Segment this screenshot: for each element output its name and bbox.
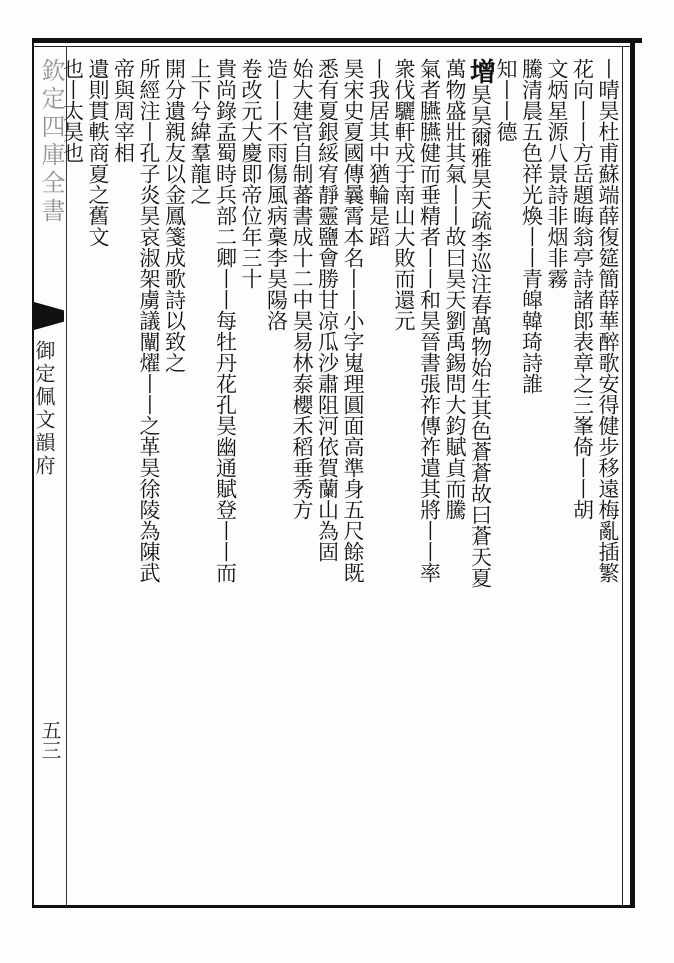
page-number: 五三 bbox=[38, 720, 62, 760]
column-text: 知丨丨德 bbox=[494, 58, 518, 142]
column-text: 丨晴昊杜甫蘇端薛復筵簡薛華醉歌安得健步移遠梅亂插繁 bbox=[596, 58, 620, 583]
text-column bbox=[465, 58, 496, 588]
column-text: 開分遺親友以金鳳箋成歌詩以致之 bbox=[162, 58, 187, 373]
frame-border-right-inner bbox=[622, 46, 623, 908]
column-text: 昊昊爾雅昊天疏李巡注春萬物始生其色蒼蒼故曰蒼天夏 bbox=[468, 84, 493, 588]
bleed-through-text: 欽定四庫全書 bbox=[37, 58, 65, 226]
text-column bbox=[545, 58, 569, 289]
text-column bbox=[443, 58, 467, 520]
text-column bbox=[494, 58, 518, 142]
text-column bbox=[316, 58, 340, 562]
text-column bbox=[418, 58, 442, 583]
text-column bbox=[265, 58, 289, 331]
column-text: 悉有夏銀綏宥靜靈鹽會勝甘凉瓜沙肅阻河依賀蘭山為固 bbox=[315, 58, 340, 562]
column-text: 文炳星源八景詩非烟非霧 bbox=[545, 58, 569, 289]
text-column bbox=[520, 58, 544, 394]
column-text: 萬物盛壯其氣丨丨故曰昊天劉禹錫問大鈞賦貞而騰 bbox=[443, 58, 467, 520]
text-column bbox=[188, 58, 212, 205]
book-title: 御定佩文韻府 bbox=[32, 340, 56, 478]
column-text: 遺則貫軼商夏之舊文 bbox=[86, 58, 110, 247]
column-text: 帝與周宰相 bbox=[111, 58, 136, 163]
text-column bbox=[596, 58, 620, 583]
column-text: 衆伐驪軒戎于南山大敗而還元 bbox=[392, 58, 416, 331]
text-column bbox=[392, 58, 416, 331]
column-text: 始大建官自制蕃書成十二中昊易林泰櫻禾稻垂秀方 bbox=[290, 58, 314, 520]
text-column bbox=[112, 58, 136, 163]
column-text: 騰清晨五色祥光煥丨丨青皡韓琦詩誰 bbox=[519, 58, 544, 394]
text-column bbox=[239, 58, 263, 289]
column-text: 昊宋史夏國傳曩霄本名丨丨小字嵬理圓面高準身五尺餘既 bbox=[341, 58, 365, 583]
column-text: 造丨丨不雨傷風病稾李昊陽洛 bbox=[264, 58, 289, 331]
column-text: 丨我居其中猶輪是蹈 bbox=[366, 58, 391, 247]
text-column bbox=[214, 58, 238, 583]
text-column bbox=[61, 58, 85, 163]
column-text: 卷改元大慶即帝位年三十 bbox=[239, 58, 263, 289]
text-column bbox=[367, 58, 391, 247]
column-text: 所經注丨孔子炎昊哀淑架虜議闡燿丨丨之革昊徐陵為陳武 bbox=[137, 58, 161, 583]
column-head: 增 bbox=[465, 58, 496, 84]
text-column bbox=[290, 58, 314, 520]
text-column bbox=[86, 58, 110, 247]
column-text: 也丨太昊也 bbox=[60, 58, 85, 163]
fishtail-mark bbox=[34, 302, 64, 330]
text-column bbox=[571, 58, 595, 520]
frame-border-bottom bbox=[32, 905, 635, 908]
column-text: 花向丨丨方岳題晦翁亭詩諸郎表章之三峯倚丨丨胡 bbox=[570, 58, 595, 520]
frame-border-right bbox=[630, 38, 635, 908]
text-column bbox=[163, 58, 187, 373]
frame-border-top-inner bbox=[32, 46, 632, 47]
column-text: 氣者臙臙健而垂精者丨丨和昊晉書張祚傳祚遣其將丨丨率 bbox=[417, 58, 442, 583]
text-column bbox=[137, 58, 161, 583]
column-text: 貴尚錄孟蜀時兵部二卿丨丨每牡丹花孔昊幽通賦登丨丨而 bbox=[213, 58, 238, 583]
text-column bbox=[341, 58, 365, 583]
column-text: 上下兮緯羣龍之 bbox=[188, 58, 212, 205]
frame-border-top bbox=[32, 38, 642, 43]
